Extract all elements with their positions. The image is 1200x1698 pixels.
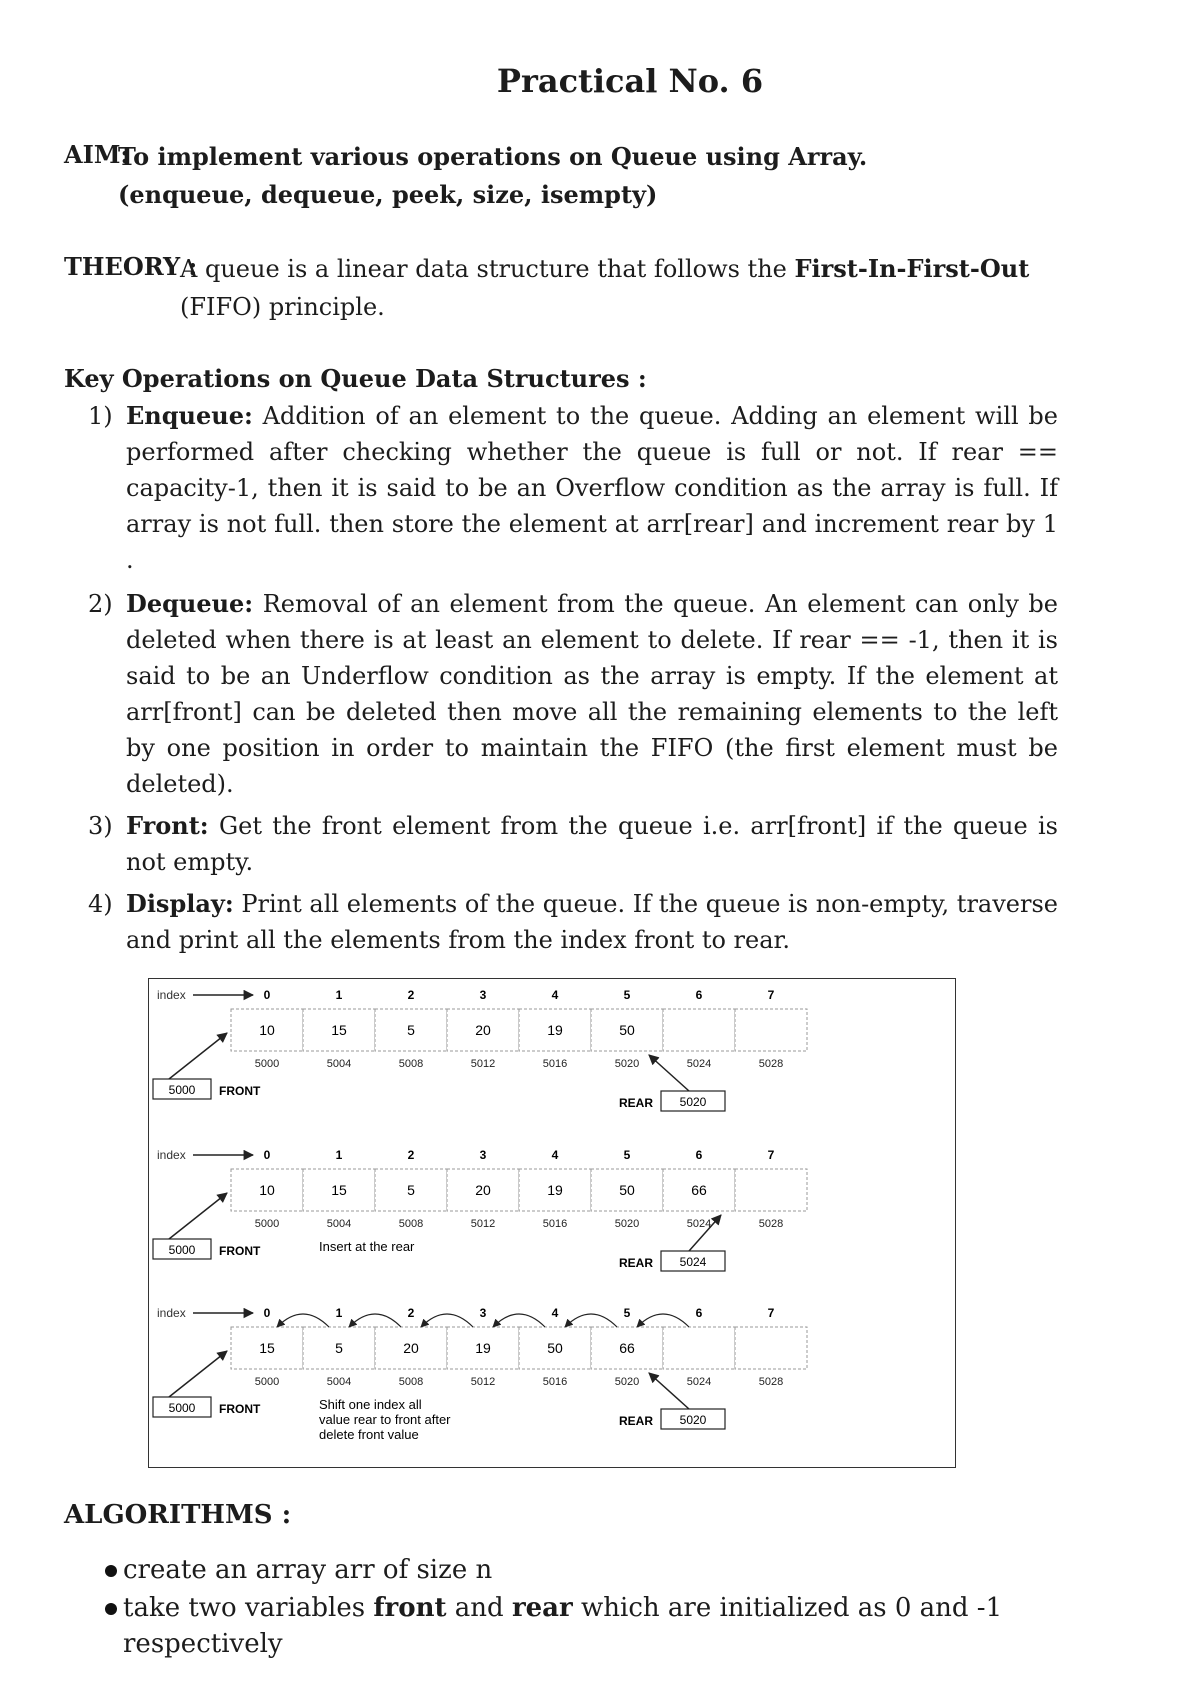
index-label: index	[157, 988, 186, 1002]
address-label: 5024	[686, 1376, 712, 1388]
item-text: Get the front element from the queue i.e. arr[front] if the queue is not empty.	[126, 812, 1058, 876]
algorithm-text: and	[446, 1593, 512, 1623]
queue-cell	[735, 1009, 807, 1051]
index-number: 3	[479, 988, 487, 1002]
diagram-caption: Shift one index all	[319, 1397, 422, 1412]
index-number: 2	[407, 1148, 415, 1162]
shift-arc	[565, 1314, 617, 1327]
cell-value: 15	[331, 1022, 347, 1038]
index-number: 7	[767, 1148, 775, 1162]
address-label: 5012	[470, 1218, 496, 1230]
rear-pointer-value: 5020	[679, 1413, 707, 1427]
item-text: Removal of an element from the queue. An element can only be deleted when there is at least an element to delete. If rear == -1, then it is said to be an Underflow condition as the array is empty. If the element at arr[front] can be deleted then move all the remaining elements to the left by one position in order to maintain the FIFO (the first element must be deleted).	[126, 590, 1058, 798]
index-number: 6	[695, 1306, 703, 1320]
shift-arc	[637, 1314, 689, 1327]
queue-cell	[663, 1009, 735, 1051]
cell-value: 5	[407, 1022, 415, 1038]
cell-value: 66	[619, 1340, 635, 1356]
index-number: 6	[695, 988, 703, 1002]
theory-fifo-term: First-In-First-Out	[794, 254, 1030, 283]
diagram-caption: Insert at the rear	[319, 1239, 415, 1254]
queue-cell	[735, 1169, 807, 1211]
rear-pointer-value: 5024	[679, 1255, 707, 1269]
index-label: index	[157, 1148, 186, 1162]
cell-value: 10	[259, 1182, 275, 1198]
front-arrow	[169, 1351, 227, 1397]
queue-cell	[735, 1327, 807, 1369]
algorithm-step-2	[105, 1590, 1055, 1626]
front-label: FRONT	[219, 1402, 261, 1416]
index-number: 1	[335, 1306, 343, 1320]
queue-diagram-svg	[149, 979, 954, 1466]
cell-value: 19	[547, 1182, 563, 1198]
cell-value: 10	[259, 1022, 275, 1038]
algorithm-step-1	[105, 1552, 492, 1588]
cell-value: 5	[335, 1340, 343, 1356]
diagram-caption: value rear to front after	[319, 1412, 451, 1427]
front-variable: front	[373, 1593, 447, 1623]
address-label: 5012	[470, 1376, 496, 1388]
front-pointer-value: 5000	[168, 1083, 196, 1097]
address-label: 5020	[614, 1218, 640, 1230]
shift-arc	[421, 1314, 473, 1327]
address-label: 5016	[542, 1058, 568, 1070]
address-label: 5008	[398, 1218, 424, 1230]
algorithm-text: take two variables	[123, 1593, 374, 1623]
item-name: Enqueue:	[126, 401, 253, 430]
index-number: 1	[335, 988, 343, 1002]
rear-arrow	[649, 1373, 689, 1409]
page-title: Practical No. 6	[496, 62, 764, 100]
aim-line-1: To implement various operations on Queue using Array.	[118, 142, 868, 171]
bullet-icon	[105, 1565, 117, 1577]
algorithm-step-2-continued: respectively	[123, 1629, 283, 1659]
index-number: 3	[479, 1148, 487, 1162]
key-op-enqueue	[88, 398, 1058, 578]
cell-value: 15	[331, 1182, 347, 1198]
address-label: 5016	[542, 1376, 568, 1388]
address-label: 5024	[686, 1218, 712, 1230]
shift-arc	[277, 1314, 329, 1327]
cell-value: 20	[475, 1022, 491, 1038]
aim-line-2: (enqueue, dequeue, peek, size, isempty)	[118, 180, 658, 209]
address-label: 5000	[254, 1058, 280, 1070]
algorithms-heading: ALGORITHMS :	[64, 1500, 292, 1530]
shift-arc	[493, 1314, 545, 1327]
cell-value: 66	[691, 1182, 707, 1198]
item-number: 1)	[88, 402, 113, 430]
cell-value: 19	[475, 1340, 491, 1356]
rear-label: REAR	[619, 1096, 654, 1110]
index-number: 0	[263, 988, 271, 1002]
front-label: FRONT	[219, 1244, 261, 1258]
cell-value: 50	[547, 1340, 563, 1356]
shift-arc	[349, 1314, 401, 1327]
index-number: 4	[551, 1306, 559, 1320]
address-label: 5012	[470, 1058, 496, 1070]
front-pointer-value: 5000	[168, 1243, 196, 1257]
key-op-dequeue	[88, 586, 1058, 802]
index-number: 2	[407, 1306, 415, 1320]
theory-label: THEORY :	[64, 252, 198, 281]
front-arrow	[169, 1033, 227, 1079]
address-label: 5004	[326, 1058, 352, 1070]
address-label: 5008	[398, 1376, 424, 1388]
index-number: 7	[767, 988, 775, 1002]
item-number: 4)	[88, 890, 113, 918]
address-label: 5000	[254, 1376, 280, 1388]
index-number: 2	[407, 988, 415, 1002]
key-op-display	[88, 886, 1058, 958]
cell-value: 5	[407, 1182, 415, 1198]
front-label: FRONT	[219, 1084, 261, 1098]
key-op-front	[88, 808, 1058, 880]
index-number: 1	[335, 1148, 343, 1162]
algorithm-text: create an array arr of size n	[123, 1555, 493, 1585]
front-arrow	[169, 1193, 227, 1239]
algorithm-text: which are initialized as 0 and -1	[572, 1593, 1003, 1623]
diagram-caption: delete front value	[319, 1427, 419, 1442]
index-number: 5	[623, 988, 631, 1002]
theory-line-1	[180, 252, 1080, 286]
address-label: 5004	[326, 1376, 352, 1388]
rear-label: REAR	[619, 1414, 654, 1428]
item-name: Display:	[126, 889, 234, 918]
address-label: 5020	[614, 1376, 640, 1388]
index-number: 4	[551, 988, 559, 1002]
theory-text: A queue is a linear data structure that follows the	[180, 255, 795, 283]
front-pointer-value: 5000	[168, 1401, 196, 1415]
address-label: 5008	[398, 1058, 424, 1070]
rear-pointer-value: 5020	[679, 1095, 707, 1109]
rear-arrow	[649, 1055, 689, 1091]
bullet-icon	[105, 1603, 117, 1615]
address-label: 5016	[542, 1218, 568, 1230]
index-number: 5	[623, 1148, 631, 1162]
index-number: 0	[263, 1148, 271, 1162]
rear-label: REAR	[619, 1256, 654, 1270]
cell-value: 19	[547, 1022, 563, 1038]
address-label: 5004	[326, 1218, 352, 1230]
item-text: Print all elements of the queue. If the queue is non-empty, traverse and print all the elements from the index front to rear.	[126, 890, 1058, 954]
index-number: 0	[263, 1306, 271, 1320]
item-number: 2)	[88, 590, 113, 618]
aim-label: AIM:	[64, 140, 130, 169]
cell-value: 50	[619, 1182, 635, 1198]
address-label: 5028	[758, 1376, 784, 1388]
cell-value: 20	[475, 1182, 491, 1198]
address-label: 5028	[758, 1218, 784, 1230]
index-number: 3	[479, 1306, 487, 1320]
key-ops-heading: Key Operations on Queue Data Structures :	[64, 364, 647, 393]
item-number: 3)	[88, 812, 113, 840]
index-number: 4	[551, 1148, 559, 1162]
address-label: 5020	[614, 1058, 640, 1070]
index-number: 7	[767, 1306, 775, 1320]
cell-value: 50	[619, 1022, 635, 1038]
index-number: 5	[623, 1306, 631, 1320]
index-number: 6	[695, 1148, 703, 1162]
rear-variable: rear	[511, 1593, 573, 1623]
address-label: 5024	[686, 1058, 712, 1070]
index-label: index	[157, 1306, 186, 1320]
queue-diagram	[148, 978, 956, 1468]
cell-value: 15	[259, 1340, 275, 1356]
address-label: 5028	[758, 1058, 784, 1070]
address-label: 5000	[254, 1218, 280, 1230]
item-name: Dequeue:	[126, 589, 254, 618]
queue-cell	[663, 1327, 735, 1369]
theory-line-2: (FIFO) principle.	[180, 293, 385, 321]
item-name: Front:	[126, 811, 209, 840]
cell-value: 20	[403, 1340, 419, 1356]
item-text: Addition of an element to the queue. Adding an element will be performed after checking whether the queue is full or not. If rear == capacity-1, then it is said to be an Overflow condition as the array is full. If array is not full. then store the element at arr[rear] and increment rear by 1 .	[126, 402, 1058, 574]
